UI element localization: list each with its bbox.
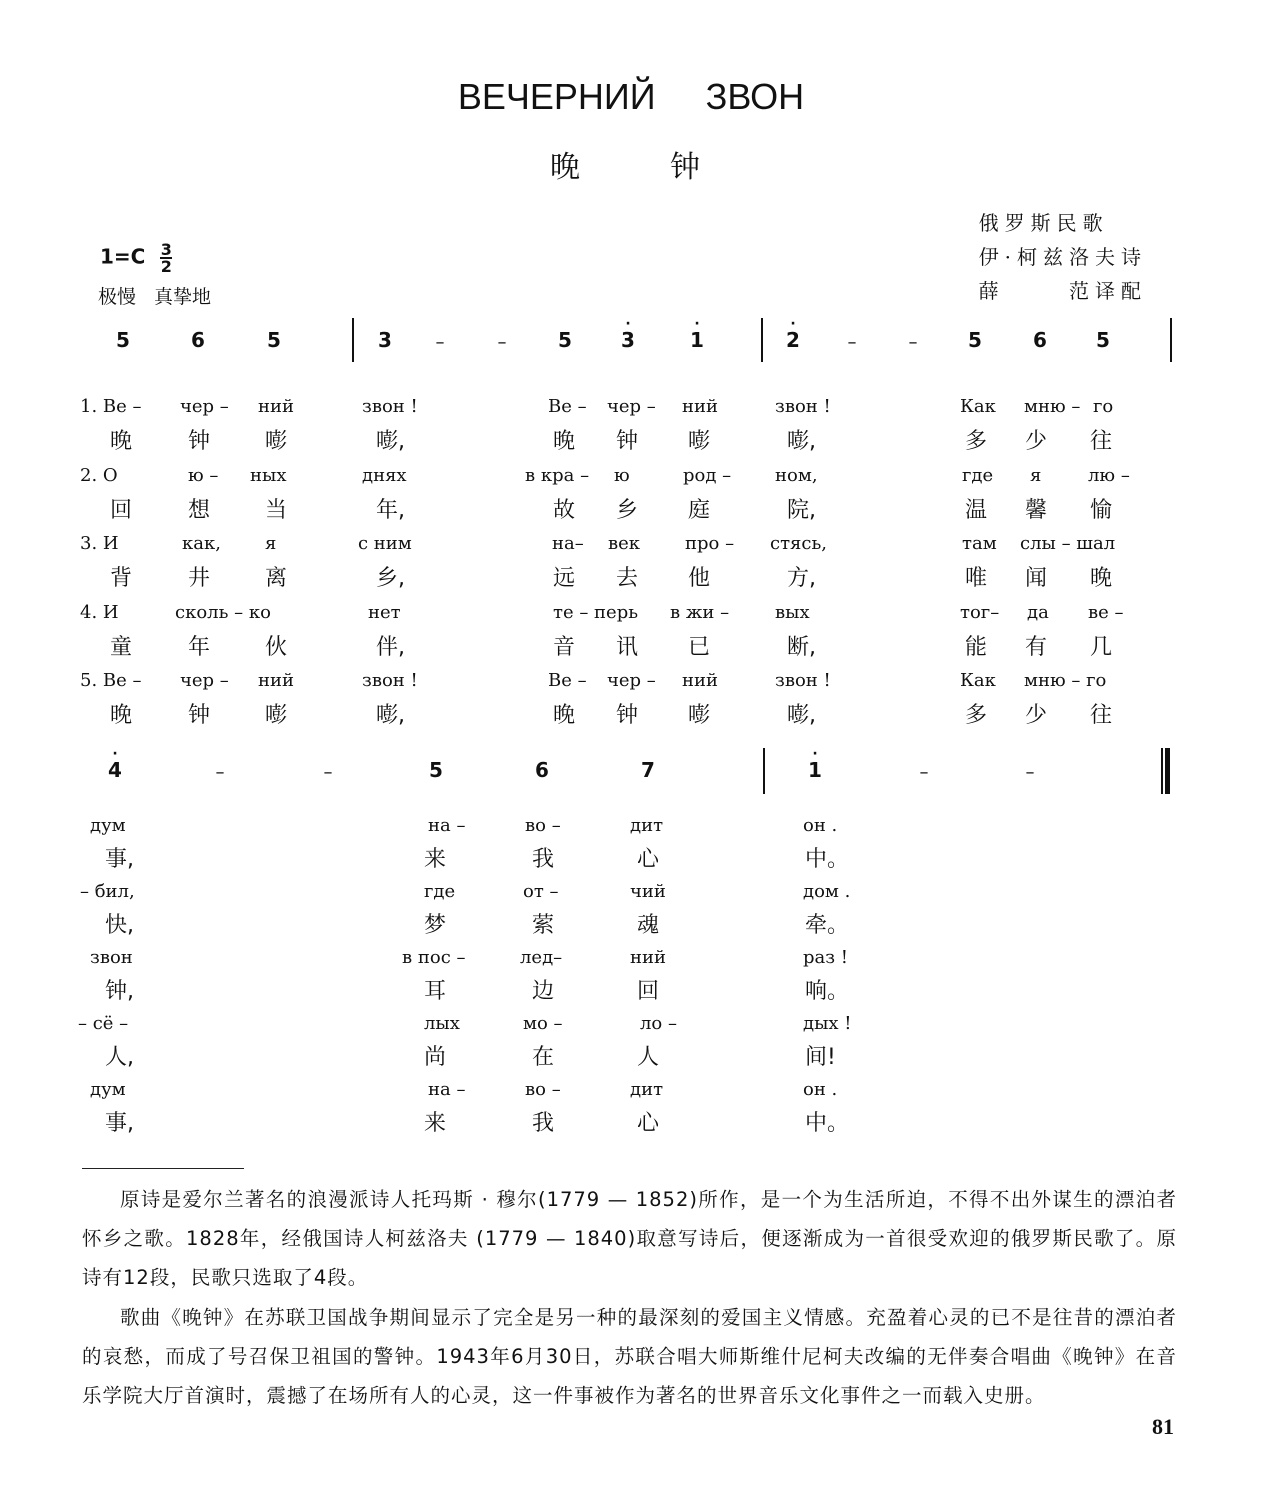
lyric-chinese: 有 xyxy=(1025,634,1048,660)
lyric-russian: мню – го xyxy=(1024,670,1107,691)
time-signature xyxy=(160,242,172,274)
tempo-marking xyxy=(98,282,229,309)
note-number: 3 xyxy=(621,328,635,352)
lyric-russian: те – перь xyxy=(553,601,639,623)
lyric-chinese: 钟, xyxy=(105,979,134,1004)
lyric-russian: ний xyxy=(682,670,718,691)
credit-lyricist: 伊·柯兹洛夫诗 xyxy=(978,245,1147,269)
credits xyxy=(979,206,1147,308)
lyric-chinese: 中。 xyxy=(805,1111,850,1136)
lyric-russian: ном, xyxy=(775,464,818,486)
lyric-russian: я xyxy=(1030,464,1042,486)
note xyxy=(378,330,392,352)
tempo-expression: 真挚地 xyxy=(154,286,212,308)
barline xyxy=(352,318,354,362)
lyric-russian: раз ! xyxy=(803,947,849,968)
lyric-chinese: 晚 xyxy=(553,703,576,728)
lyric-chinese: 来 xyxy=(424,847,447,872)
lyric-russian: Be – xyxy=(548,396,587,417)
lyric-chinese: 愉 xyxy=(1090,497,1113,523)
lyric-chinese: 嘭, xyxy=(787,429,816,454)
octave-dot: · xyxy=(625,316,631,332)
lyric-russian: 5. Be – xyxy=(80,670,142,691)
lyric-russian: где xyxy=(962,464,994,486)
barline xyxy=(761,318,763,362)
lyric-russian: ных xyxy=(250,464,287,486)
lyric-chinese: 晚 xyxy=(110,703,133,728)
lyric-russian: звон ! xyxy=(362,670,418,691)
lyric-chinese: 远 xyxy=(553,566,576,591)
lyric-russian: род – xyxy=(683,464,732,486)
lyric-russian: днях xyxy=(362,464,407,486)
lyric-chinese: 快, xyxy=(105,913,134,938)
lyric-russian: мню – xyxy=(1024,396,1081,417)
octave-dot: · xyxy=(694,316,700,332)
lyric-russian: звон ! xyxy=(775,670,831,691)
note-number: 6 xyxy=(535,758,549,782)
lyric-russian: чер – xyxy=(607,670,656,691)
lyric-chinese: 人, xyxy=(105,1045,134,1070)
lyric-chinese: 牵。 xyxy=(805,913,850,938)
lyric-russian: с ним xyxy=(358,533,412,554)
lyric-chinese: 他 xyxy=(688,566,711,591)
lyric-chinese: 几 xyxy=(1090,634,1113,660)
octave-dot xyxy=(116,320,130,328)
lyric-russian: век xyxy=(608,533,641,554)
lyric-chinese: 音 xyxy=(553,634,576,660)
octave-dot xyxy=(641,750,655,758)
lyric-chinese: 钟 xyxy=(188,429,211,454)
lyric-russian: ло – xyxy=(640,1013,677,1034)
lyric-russian: сколь – ко xyxy=(175,601,271,623)
credit-translator xyxy=(979,274,1147,308)
octave-dot xyxy=(378,320,392,328)
note xyxy=(108,746,122,782)
lyric-russian: в жи – xyxy=(670,601,730,623)
lyric-chinese: 想 xyxy=(188,497,211,523)
lyric-chinese: 多 xyxy=(965,703,988,728)
lyric-chinese: 伙 xyxy=(265,634,288,660)
lyric-russian: я xyxy=(265,533,277,554)
lyric-russian: да xyxy=(1027,601,1049,623)
note xyxy=(808,746,822,782)
octave-dot xyxy=(267,320,281,328)
note-number: 5 xyxy=(429,758,443,782)
octave-dot xyxy=(1033,320,1047,328)
time-denominator: 2 xyxy=(160,257,172,276)
lyric-russian: чер – xyxy=(180,670,229,691)
lyric-chinese: 乡, xyxy=(376,566,405,591)
note-number: 1 xyxy=(808,758,822,782)
credit-translator-surname: 薛 xyxy=(978,279,1005,303)
lyric-chinese: 已 xyxy=(688,634,711,660)
lyric-chinese: 嘭 xyxy=(688,429,711,454)
footnote-divider xyxy=(82,1168,244,1169)
lyric-russian: дит xyxy=(630,1079,664,1100)
lyric-russian: лю – xyxy=(1088,464,1130,486)
lyric-chinese: 离 xyxy=(265,566,288,591)
lyric-chinese: 少 xyxy=(1025,429,1048,454)
lyric-chinese: 院, xyxy=(787,497,816,523)
lyric-chinese: 嘭, xyxy=(376,429,405,454)
lyric-chinese: 响。 xyxy=(805,979,850,1004)
lyric-russian: во – xyxy=(525,815,561,836)
note-paragraph-1: 原诗是爱尔兰著名的浪漫派诗人托玛斯 · 穆尔(1779 — 1852)所作，是一个为生活所迫，不得不出外谋生的漂泊者怀乡之歌。1828年，经俄国诗人柯兹洛夫 (1779 — 1840)取意写诗后，便逐渐成为一首很受欢迎的俄罗斯民歌了。原诗有12段，民歌只选取了4段。 xyxy=(82,1188,1177,1289)
barline-final-thick xyxy=(1165,748,1170,794)
lyric-russian: на– xyxy=(552,533,584,554)
lyric-chinese: 少 xyxy=(1025,703,1048,728)
lyric-chinese: 往 xyxy=(1090,703,1113,728)
lyric-russian: 2. O xyxy=(80,464,118,486)
lyric-chinese: 晚 xyxy=(110,429,133,454)
lyric-russian: – бил, xyxy=(80,881,135,902)
note-number: 5 xyxy=(1096,328,1110,352)
note-number: 6 xyxy=(1033,328,1047,352)
note-paragraph-2: 歌曲《晚钟》在苏联卫国战争期间显示了完全是另一种的最深刻的爱国主义情感。充盈着心灵的已不是往昔的漂泊者的哀愁，而成了号召保卫祖国的警钟。1943年6月30日，苏联合唱大师斯维什尼柯夫改编的无伴奏合唱曲《晚钟》在音乐学院大厅首演时，震撼了在场所有人的心灵，这一件事被作为著名的世界音乐文化事件之一而载入史册。 xyxy=(82,1306,1177,1407)
lyric-chinese: 来 xyxy=(424,1111,447,1136)
lyric-russian: дум xyxy=(90,1079,126,1100)
key-label: 1=C xyxy=(100,244,146,269)
lyric-chinese: 断, xyxy=(787,634,816,660)
time-numerator: 3 xyxy=(160,240,172,259)
note xyxy=(558,330,572,352)
lyric-russian: от – xyxy=(523,881,559,902)
lyric-chinese: 故 xyxy=(553,497,576,523)
sustain-dash: – xyxy=(847,332,857,353)
lyric-chinese: 讯 xyxy=(616,634,639,660)
lyric-russian: лых xyxy=(424,1013,460,1034)
lyric-russian: ний xyxy=(258,396,294,417)
lyric-russian: Be – xyxy=(548,670,587,691)
lyric-russian: 4. И xyxy=(80,601,119,623)
note xyxy=(267,330,281,352)
note xyxy=(116,330,130,352)
lyric-russian: на – xyxy=(428,815,466,836)
lyric-chinese: 事, xyxy=(105,847,134,872)
lyric-chinese: 萦 xyxy=(532,913,555,938)
lyric-chinese: 我 xyxy=(532,1111,555,1136)
page-number: 81 xyxy=(1152,1414,1174,1439)
lyric-russian: го xyxy=(1093,396,1114,417)
lyric-chinese: 乡 xyxy=(616,497,639,523)
lyric-russian: во – xyxy=(525,1079,561,1100)
lyric-chinese: 晚 xyxy=(553,429,576,454)
octave-dot xyxy=(535,750,549,758)
lyric-chinese: 心 xyxy=(637,1111,660,1136)
lyric-chinese: 唯 xyxy=(965,566,988,591)
sustain-dash: – xyxy=(435,332,445,353)
sustain-dash: – xyxy=(1025,762,1035,783)
lyric-russian: стясь, xyxy=(770,533,827,554)
lyric-russian: дит xyxy=(630,815,664,836)
lyric-chinese: 庭 xyxy=(688,497,711,523)
lyric-russian: звон ! xyxy=(362,396,418,417)
lyric-russian: Как xyxy=(960,670,996,691)
note xyxy=(641,760,655,782)
sustain-dash: – xyxy=(497,332,507,353)
octave-dot xyxy=(429,750,443,758)
lyric-chinese: 方, xyxy=(787,566,816,591)
note xyxy=(786,316,800,352)
lyric-russian: ю – xyxy=(188,464,219,486)
lyric-chinese: 能 xyxy=(965,634,988,660)
lyric-russian: он . xyxy=(803,1079,838,1100)
lyric-russian: слы – шал xyxy=(1020,533,1116,554)
song-title-russian: ВЕЧЕРНИЙ ЗВОН xyxy=(457,76,805,117)
lyric-russian: про – xyxy=(685,533,735,554)
lyric-russian: нет xyxy=(368,601,401,623)
lyric-russian: в кра – xyxy=(525,464,590,486)
lyric-russian: чер – xyxy=(607,396,656,417)
key-signature xyxy=(100,242,172,274)
note xyxy=(968,330,982,352)
lyric-chinese: 童 xyxy=(110,634,133,660)
lyric-russian: ний xyxy=(630,947,666,968)
note-number: 4 xyxy=(108,758,122,782)
lyric-chinese: 魂 xyxy=(637,913,660,938)
lyric-russian: 3. И xyxy=(80,533,119,554)
octave-dot: · xyxy=(812,746,818,762)
note-number: 1 xyxy=(690,328,704,352)
credit-origin: 俄罗斯民歌 xyxy=(978,211,1109,235)
lyric-chinese: 人 xyxy=(637,1045,660,1070)
lyric-chinese: 边 xyxy=(532,979,555,1004)
lyric-chinese: 去 xyxy=(616,566,639,591)
lyric-chinese: 钟 xyxy=(616,429,639,454)
octave-dot xyxy=(558,320,572,328)
song-title-chinese: 晚钟 xyxy=(550,150,790,185)
lyric-chinese: 钟 xyxy=(616,703,639,728)
octave-dot xyxy=(191,320,205,328)
note-number: 5 xyxy=(267,328,281,352)
lyric-chinese: 事, xyxy=(105,1111,134,1136)
lyric-chinese: 我 xyxy=(532,847,555,872)
sustain-dash: – xyxy=(919,762,929,783)
note-number: 6 xyxy=(191,328,205,352)
lyric-chinese: 多 xyxy=(965,429,988,454)
tempo-speed: 极慢 xyxy=(98,286,137,308)
note-number: 5 xyxy=(116,328,130,352)
lyric-chinese: 间! xyxy=(805,1045,836,1070)
lyric-russian: вых xyxy=(775,601,810,623)
lyric-russian: тог– xyxy=(960,601,1000,623)
lyric-chinese: 伴, xyxy=(376,634,405,660)
lyric-chinese: 年, xyxy=(376,497,405,523)
octave-dot xyxy=(1096,320,1110,328)
barline-final-thin xyxy=(1161,748,1163,794)
barline xyxy=(763,748,765,794)
lyric-chinese: 嘭, xyxy=(376,703,405,728)
lyric-chinese: 回 xyxy=(110,497,133,523)
lyric-chinese: 中。 xyxy=(805,847,850,872)
lyric-russian: ний xyxy=(258,670,294,691)
note-number: 5 xyxy=(968,328,982,352)
note xyxy=(1096,330,1110,352)
note-number: 3 xyxy=(378,328,392,352)
lyric-chinese: 闻 xyxy=(1025,566,1048,591)
note xyxy=(191,330,205,352)
octave-dot: · xyxy=(790,316,796,332)
lyric-russian: ве – xyxy=(1088,601,1124,623)
lyric-russian: на – xyxy=(428,1079,466,1100)
lyric-chinese: 馨 xyxy=(1025,497,1048,523)
lyric-chinese: 钟 xyxy=(188,703,211,728)
lyric-russian: чер – xyxy=(180,396,229,417)
sustain-dash: – xyxy=(908,332,918,353)
note xyxy=(690,316,704,352)
lyric-chinese: 嘭 xyxy=(265,703,288,728)
lyric-chinese: 尚 xyxy=(424,1045,447,1070)
lyric-chinese: 晚 xyxy=(1090,566,1113,591)
lyric-chinese: 嘭 xyxy=(688,703,711,728)
lyric-russian: ю xyxy=(614,464,630,486)
lyric-chinese: 当 xyxy=(265,497,288,523)
note-number: 5 xyxy=(558,328,572,352)
lyric-russian: 1. Be – xyxy=(80,396,142,417)
lyric-russian: звон xyxy=(90,947,133,968)
lyric-chinese: 井 xyxy=(188,566,211,591)
note xyxy=(535,760,549,782)
note xyxy=(621,316,635,352)
sustain-dash: – xyxy=(323,762,333,783)
lyric-russian: он . xyxy=(803,815,838,836)
lyric-chinese: 嘭 xyxy=(265,429,288,454)
lyric-chinese: 梦 xyxy=(424,913,447,938)
lyric-russian: дых ! xyxy=(803,1013,852,1034)
credit-translator-name: 范译配 xyxy=(1069,279,1147,303)
lyric-russian: звон ! xyxy=(775,396,831,417)
lyric-chinese: 背 xyxy=(110,566,133,591)
lyric-chinese: 温 xyxy=(965,497,988,523)
lyric-russian: дум xyxy=(90,815,126,836)
lyric-russian: лед– xyxy=(520,947,563,968)
lyric-russian: чий xyxy=(630,881,666,902)
lyric-chinese: 回 xyxy=(637,979,660,1004)
lyric-chinese: 往 xyxy=(1090,429,1113,454)
lyric-chinese: 耳 xyxy=(424,979,447,1004)
lyric-russian: там xyxy=(962,533,997,554)
lyric-russian: как, xyxy=(182,533,221,554)
lyric-chinese: 在 xyxy=(532,1045,555,1070)
lyric-russian: Как xyxy=(960,396,996,417)
note xyxy=(429,760,443,782)
note-number: 2 xyxy=(786,328,800,352)
octave-dot xyxy=(968,320,982,328)
lyric-russian: – cё – xyxy=(78,1013,129,1034)
octave-dot: · xyxy=(112,746,118,762)
sustain-dash: – xyxy=(215,762,225,783)
lyric-chinese: 嘭, xyxy=(787,703,816,728)
lyric-russian: дом . xyxy=(803,881,851,902)
lyric-chinese: 年 xyxy=(188,634,211,660)
barline xyxy=(1170,318,1172,362)
note-number: 7 xyxy=(641,758,655,782)
lyric-chinese: 心 xyxy=(637,847,660,872)
note xyxy=(1033,330,1047,352)
lyric-russian: ний xyxy=(682,396,718,417)
lyric-russian: где xyxy=(424,881,456,902)
lyric-russian: мо – xyxy=(523,1013,563,1034)
lyric-russian: в пос – xyxy=(402,947,466,968)
